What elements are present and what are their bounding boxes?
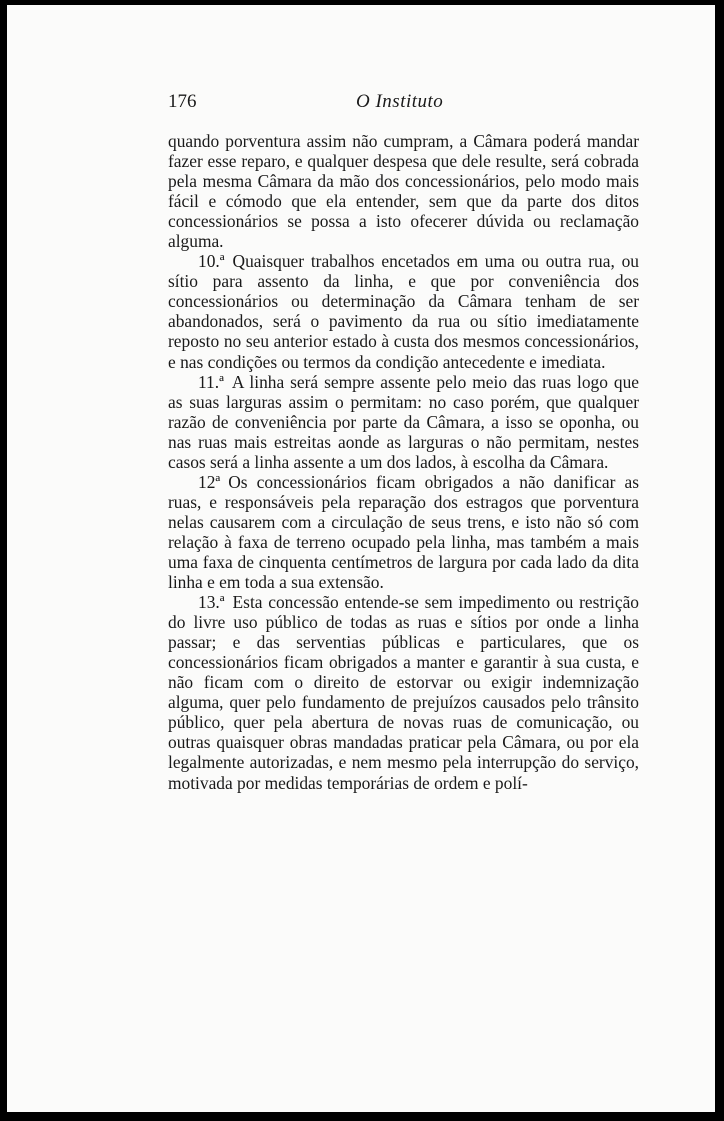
running-title: O Instituto <box>356 91 444 112</box>
paragraph-text: quando porventura assim não cumpram, a Câmara poderá mandar fazer esse reparo, e qualquer despesa que dele resulte, será cobrada pela mesma Câmara da mão dos concessionários, pelo modo mais fácil e cómodo que ela entender, sem que da parte dos ditos concessionários se possa a isto ofecerer dúvida ou reclamação alguma. <box>168 131 639 252</box>
body-text <box>168 131 639 793</box>
page-header <box>7 91 715 119</box>
paragraph-continuation <box>168 131 639 251</box>
clause-12 <box>168 472 639 592</box>
paragraph-text: Quaisquer trabalhos encetados em uma ou outra rua, ou sítio para assento da linha, e que por conveniência dos concessionários ou determinação da Câmara tenham de ser abandonados, será o pavimento da rua ou sítio imediatamente reposto no seu anterior estado à custa dos mesmos concessionários, e nas condições ou termos da condição antecedente e imediata. <box>168 251 639 372</box>
clause-10 <box>168 251 639 371</box>
paragraph-text: A linha será sempre assente pelo meio das ruas logo que as suas larguras assim o permitam: no caso porém, que qualquer razão de conveniência por parte da Câmara, a isso se oponha, ou nas ruas mais estreitas aonde as larguras o não permitam, nestes casos será a linha assente a um dos lados, à escolha da Câmara. <box>168 371 639 472</box>
clause-number: 11.ª <box>198 371 224 392</box>
clause-number: 13.ª <box>198 592 225 613</box>
book-page <box>7 5 715 1112</box>
clause-number: 10.ª <box>198 251 225 272</box>
clause-13 <box>168 592 639 792</box>
page-number: 176 <box>168 91 197 112</box>
clause-11 <box>168 372 639 472</box>
paragraph-text: Os concessionários ficam obrigados a não danificar as ruas, e responsáveis pela reparação dos estragos que porventura nelas causarem com a circulação de seus trens, e isto não só com relação à faxa de terreno ocupado pela linha, mas também a mais uma faxa de cinquenta centímetros de largura por cada lado da dita linha e em toda a sua extensão. <box>168 471 639 593</box>
clause-number: 12ª <box>198 471 221 492</box>
paragraph-text: Esta concessão entende-se sem impedimento ou restrição do livre uso público de todas as ruas e sítios por onde a linha passar; e das serventias públicas e particulares, que os concessionários ficam obrigados a manter e garantir à sua custa, e não ficam com o direito de estorvar ou exigir indemnização alguma, quer pelo fundamento de prejuízos causados pelo trânsito público, quer pela abertura de novas ruas de comunicação, ou outras quaisquer obras mandadas praticar pela Câmara, ou por ela legalmente autorizadas, e nem mesmo pela interrupção do serviço, motivada por medidas temporárias de ordem e polí- <box>168 592 639 793</box>
